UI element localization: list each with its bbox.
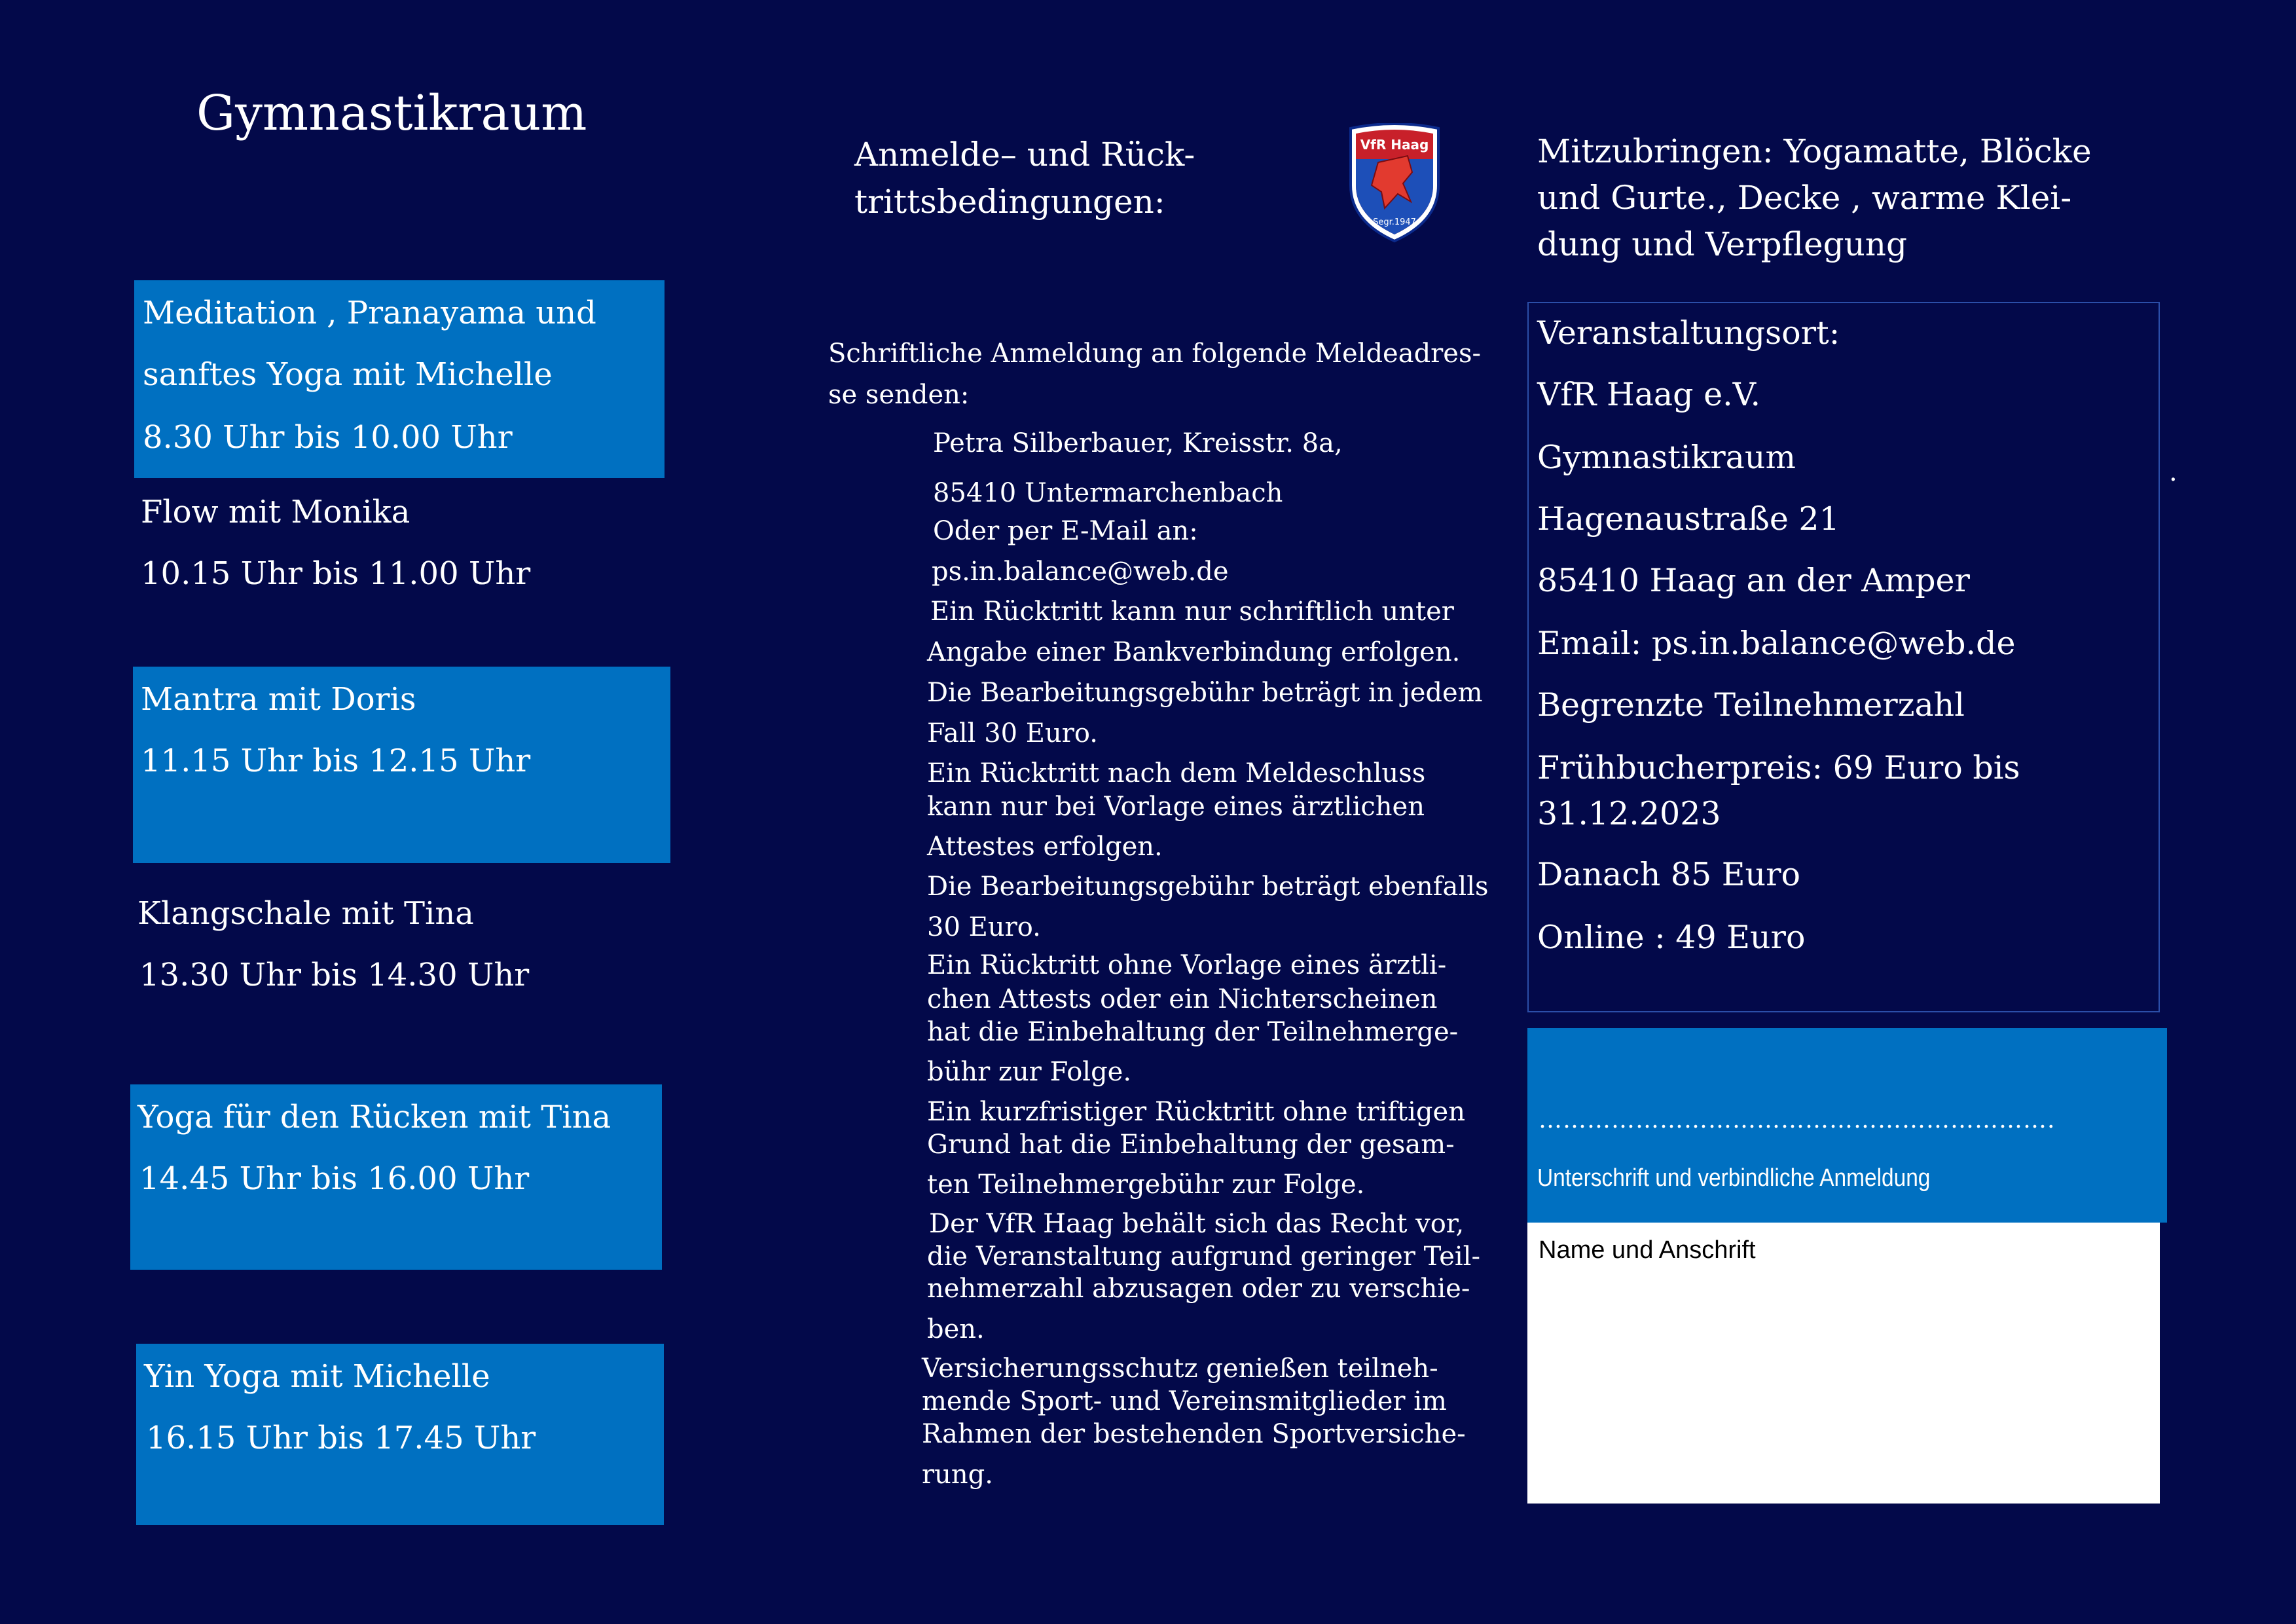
bring-list (1537, 128, 2092, 268)
conditions-line: Schriftliche Anmeldung an folgende Meldeadres- (828, 339, 1482, 369)
conditions-line: Ein kurzfristiger Rücktritt ohne triftigen (927, 1097, 1465, 1127)
session-2-time: 10.15 Uhr bis 11.00 Uhr (141, 555, 531, 592)
session-4-time: 13.30 Uhr bis 14.30 Uhr (139, 957, 530, 993)
venue-heading: Veranstaltungsort: (1537, 314, 1840, 352)
conditions-line: se senden: (828, 380, 970, 410)
bring-line-3: dung und Verpflegung (1537, 225, 1907, 263)
conditions-line: chen Attests oder ein Nichterscheinen (927, 984, 1438, 1014)
conditions-line: Ein Rücktritt ohne Vorlage eines ärztli- (927, 950, 1447, 980)
conditions-line: Grund hat die Einbehaltung der gesam- (927, 1130, 1455, 1160)
signature-line: ………………………………………………………. (1539, 1107, 2056, 1134)
session-1-name: Meditation , Pranayama und (143, 295, 596, 331)
conditions-line: 30 Euro. (927, 912, 1041, 942)
venue-line: Danach 85 Euro (1537, 856, 1801, 893)
conditions-line: Angabe einer Bankverbindung erfolgen. (927, 637, 1461, 667)
conditions-line: nehmerzahl abzusagen oder zu verschie- (927, 1274, 1470, 1304)
conditions-email: ps.in.balance@web.de (932, 557, 1229, 587)
conditions-line: 85410 Untermarchenbach (933, 478, 1283, 508)
conditions-line: bühr zur Folge. (927, 1057, 1132, 1087)
conditions-heading (854, 131, 1195, 225)
session-6-time: 16.15 Uhr bis 17.45 Uhr (146, 1420, 536, 1456)
venue-line: Online : 49 Euro (1537, 919, 1806, 956)
conditions-line: Ein Rücktritt kann nur schriftlich unter (930, 597, 1454, 627)
session-1-name-cont: sanftes Yoga mit Michelle (143, 356, 553, 393)
conditions-line: Rahmen der bestehenden Sportversiche- (922, 1419, 1466, 1449)
signature-label: Unterschrift und verbindliche Anmeldung (1537, 1164, 1931, 1192)
session-4-name: Klangschale mit Tina (137, 895, 474, 932)
venue-line: Begrenzte Teilnehmerzahl (1537, 686, 1965, 724)
logo-text-bottom: Segr.1947 (1373, 217, 1416, 227)
conditions-line: Der VfR Haag behält sich das Recht vor, (929, 1209, 1465, 1239)
conditions-line: Ein Rücktritt nach dem Meldeschluss (927, 758, 1426, 788)
conditions-line: Oder per E-Mail an: (933, 516, 1198, 546)
session-5-time: 14.45 Uhr bis 16.00 Uhr (139, 1160, 530, 1197)
venue-line: Frühbucherpreis: 69 Euro bis (1537, 749, 2020, 786)
venue-line: Gymnastikraum (1537, 439, 1796, 476)
session-3-name: Mantra mit Doris (141, 681, 416, 718)
conditions-line: Attestes erfolgen. (927, 832, 1163, 862)
conditions-line: die Veranstaltung aufgrund geringer Teil- (927, 1242, 1480, 1272)
venue-line: 85410 Haag an der Amper (1537, 562, 1970, 599)
session-3-time: 11.15 Uhr bis 12.15 Uhr (141, 743, 531, 779)
conditions-line: Versicherungsschutz genießen teilneh- (922, 1354, 1438, 1384)
venue-email: Email: ps.in.balance@web.de (1537, 625, 2016, 662)
conditions-heading-line-2: trittsbedingungen: (854, 183, 1165, 221)
conditions-line: Die Bearbeitungsgebühr beträgt ebenfalls (927, 872, 1489, 902)
session-1-time: 8.30 Uhr bis 10.00 Uhr (143, 419, 513, 456)
conditions-line: hat die Einbehaltung der Teilnehmerge- (927, 1017, 1459, 1047)
conditions-line: Fall 30 Euro. (927, 718, 1098, 748)
club-logo (1345, 123, 1444, 244)
venue-line: Hagenaustraße 21 (1537, 500, 1840, 538)
page-title: Gymnastikraum (196, 85, 587, 141)
session-5-name: Yoga für den Rücken mit Tina (137, 1099, 611, 1135)
venue-line: VfR Haag e.V. (1537, 376, 1761, 413)
address-field[interactable] (1527, 1223, 2160, 1504)
conditions-line: rung. (922, 1460, 993, 1490)
venue-line: 31.12.2023 (1537, 795, 1721, 832)
conditions-line: Die Bearbeitungsgebühr beträgt in jedem (927, 678, 1483, 708)
logo-text-top: VfR Haag (1360, 137, 1429, 153)
conditions-line: Petra Silberbauer, Kreisstr. 8a, (933, 428, 1343, 458)
conditions-heading-line-1: Anmelde– und Rück- (854, 136, 1195, 174)
conditions-line: mende Sport- und Vereinsmitglieder im (922, 1386, 1447, 1416)
conditions-line: kann nur bei Vorlage eines ärztlichen (927, 792, 1425, 822)
session-6-name: Yin Yoga mit Michelle (144, 1358, 490, 1395)
conditions-line: ten Teilnehmergebühr zur Folge. (927, 1170, 1365, 1200)
session-2-name: Flow mit Monika (141, 494, 410, 530)
stray-dot: . (2169, 457, 2178, 487)
address-label: Name und Anschrift (1539, 1236, 1756, 1264)
bring-line-2: und Gurte., Decke , warme Klei- (1537, 179, 2072, 217)
bring-line-1: Mitzubringen: Yogamatte, Blöcke (1537, 132, 2092, 170)
conditions-line: ben. (927, 1314, 985, 1344)
